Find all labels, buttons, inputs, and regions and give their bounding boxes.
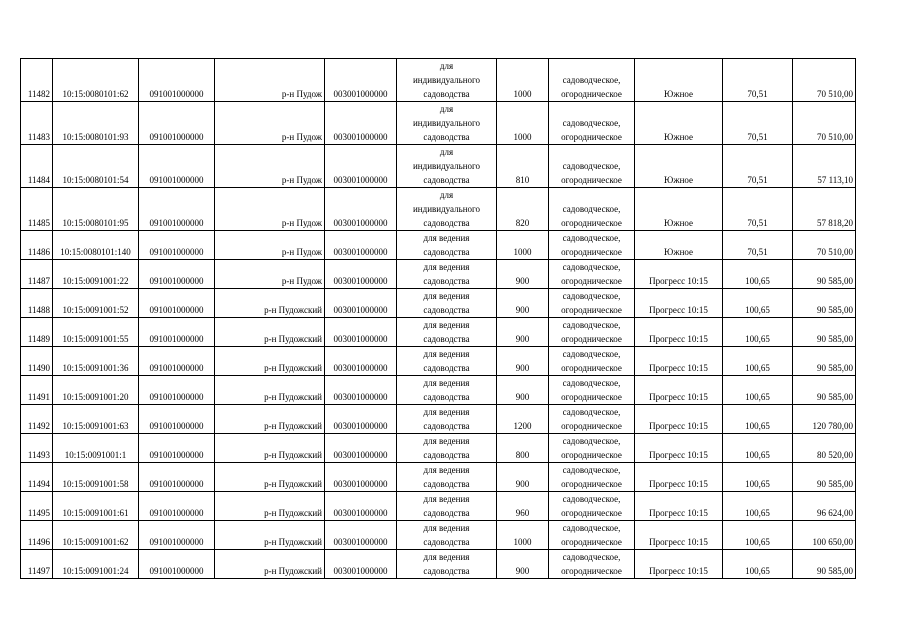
settlement-cell: Прогресс 10:15 xyxy=(635,405,723,434)
purpose-line: садоводства xyxy=(423,247,470,257)
cadastral-number-cell: 10:15:0091001:22 xyxy=(53,260,139,289)
land-use-purpose-cell xyxy=(397,550,497,579)
specific-value-cell: 100,65 xyxy=(723,376,793,405)
district-cell: р-н Пудожский xyxy=(215,550,325,579)
okato-code-cell: 003001000000 xyxy=(325,434,397,463)
category-line: садоводческое, xyxy=(562,262,621,272)
purpose-line: садоводства xyxy=(423,218,470,228)
land-category-cell xyxy=(549,231,635,260)
cadastral-value-cell: 90 585,00 xyxy=(793,550,856,579)
land-use-purpose-cell xyxy=(397,188,497,231)
land-category-cell xyxy=(549,550,635,579)
oktmo-code-cell: 091001000000 xyxy=(139,260,215,289)
specific-value-cell: 100,65 xyxy=(723,347,793,376)
cadastral-number-cell: 10:15:0080101:93 xyxy=(53,102,139,145)
land-use-purpose-cell xyxy=(397,376,497,405)
purpose-line: для ведения xyxy=(423,233,470,243)
category-line: садоводческое, xyxy=(562,349,621,359)
settlement-cell: Прогресс 10:15 xyxy=(635,434,723,463)
cadastral-value-cell: 96 624,00 xyxy=(793,492,856,521)
purpose-line: садоводства xyxy=(423,392,470,402)
category-line: огородническое xyxy=(561,392,622,402)
area-cell: 1000 xyxy=(497,521,549,550)
category-line: садоводческое, xyxy=(562,523,621,533)
cadastral-value-cell: 100 650,00 xyxy=(793,521,856,550)
oktmo-code-cell: 091001000000 xyxy=(139,188,215,231)
specific-value-cell: 100,65 xyxy=(723,492,793,521)
purpose-line: для ведения xyxy=(423,407,470,417)
area-cell: 900 xyxy=(497,550,549,579)
category-line: огородническое xyxy=(561,363,622,373)
category-line: огородническое xyxy=(561,132,622,142)
area-cell: 900 xyxy=(497,260,549,289)
cadastral-number-cell: 10:15:0091001:55 xyxy=(53,318,139,347)
district-cell: р-н Пудож xyxy=(215,102,325,145)
purpose-line: для ведения xyxy=(423,291,470,301)
purpose-line: садоводства xyxy=(423,276,470,286)
oktmo-code-cell: 091001000000 xyxy=(139,463,215,492)
area-cell: 1000 xyxy=(497,231,549,260)
category-line: огородническое xyxy=(561,334,622,344)
land-use-purpose-cell xyxy=(397,492,497,521)
land-use-purpose-cell xyxy=(397,318,497,347)
land-category-cell xyxy=(549,102,635,145)
row-number-cell: 11490 xyxy=(21,347,53,376)
row-number-cell: 11487 xyxy=(21,260,53,289)
purpose-line: для xyxy=(439,61,454,71)
purpose-line: для ведения xyxy=(423,349,470,359)
land-use-purpose-cell xyxy=(397,521,497,550)
oktmo-code-cell: 091001000000 xyxy=(139,318,215,347)
purpose-line: индивидуального xyxy=(412,161,480,171)
category-line: огородническое xyxy=(561,247,622,257)
okato-code-cell: 003001000000 xyxy=(325,145,397,188)
row-number-cell: 11493 xyxy=(21,434,53,463)
table-row xyxy=(21,188,856,231)
district-cell: р-н Пудож xyxy=(215,59,325,102)
district-cell: р-н Пудожский xyxy=(215,289,325,318)
land-category-cell xyxy=(549,145,635,188)
cadastral-number-cell: 10:15:0091001:24 xyxy=(53,550,139,579)
cadastral-value-cell: 57 818,20 xyxy=(793,188,856,231)
district-cell: р-н Пудожский xyxy=(215,463,325,492)
district-cell: р-н Пудожский xyxy=(215,347,325,376)
land-category-cell xyxy=(549,434,635,463)
purpose-line: садоводства xyxy=(423,305,470,315)
settlement-cell: Прогресс 10:15 xyxy=(635,463,723,492)
table-row xyxy=(21,318,856,347)
row-number-cell: 11484 xyxy=(21,145,53,188)
category-line: садоводческое, xyxy=(562,233,621,243)
settlement-cell: Прогресс 10:15 xyxy=(635,492,723,521)
land-use-purpose-cell xyxy=(397,231,497,260)
settlement-cell: Прогресс 10:15 xyxy=(635,550,723,579)
settlement-cell: Южное xyxy=(635,231,723,260)
land-category-cell xyxy=(549,463,635,492)
area-cell: 900 xyxy=(497,318,549,347)
cadastral-value-table xyxy=(20,58,856,579)
settlement-cell: Прогресс 10:15 xyxy=(635,318,723,347)
district-cell: р-н Пудожский xyxy=(215,521,325,550)
oktmo-code-cell: 091001000000 xyxy=(139,550,215,579)
table-row xyxy=(21,550,856,579)
settlement-cell: Южное xyxy=(635,145,723,188)
settlement-cell: Южное xyxy=(635,188,723,231)
row-number-cell: 11485 xyxy=(21,188,53,231)
table-row xyxy=(21,405,856,434)
district-cell: р-н Пудожский xyxy=(215,318,325,347)
land-use-purpose-cell xyxy=(397,434,497,463)
land-use-purpose-cell xyxy=(397,463,497,492)
purpose-line: для ведения xyxy=(423,552,470,562)
row-number-cell: 11491 xyxy=(21,376,53,405)
area-cell: 960 xyxy=(497,492,549,521)
settlement-cell: Южное xyxy=(635,102,723,145)
okato-code-cell: 003001000000 xyxy=(325,59,397,102)
land-use-purpose-cell xyxy=(397,145,497,188)
area-cell: 900 xyxy=(497,376,549,405)
okato-code-cell: 003001000000 xyxy=(325,521,397,550)
oktmo-code-cell: 091001000000 xyxy=(139,376,215,405)
area-cell: 800 xyxy=(497,434,549,463)
oktmo-code-cell: 091001000000 xyxy=(139,405,215,434)
row-number-cell: 11482 xyxy=(21,59,53,102)
specific-value-cell: 100,65 xyxy=(723,260,793,289)
row-number-cell: 11489 xyxy=(21,318,53,347)
category-line: огородническое xyxy=(561,305,622,315)
purpose-line: садоводства xyxy=(423,89,470,99)
okato-code-cell: 003001000000 xyxy=(325,347,397,376)
cadastral-value-cell: 57 113,10 xyxy=(793,145,856,188)
purpose-line: для ведения xyxy=(423,262,470,272)
oktmo-code-cell: 091001000000 xyxy=(139,347,215,376)
purpose-line: садоводства xyxy=(423,363,470,373)
category-line: садоводческое, xyxy=(562,436,621,446)
row-number-cell: 11496 xyxy=(21,521,53,550)
cadastral-number-cell: 10:15:0080101:140 xyxy=(53,231,139,260)
oktmo-code-cell: 091001000000 xyxy=(139,521,215,550)
okato-code-cell: 003001000000 xyxy=(325,102,397,145)
specific-value-cell: 100,65 xyxy=(723,550,793,579)
specific-value-cell: 70,51 xyxy=(723,145,793,188)
area-cell: 820 xyxy=(497,188,549,231)
cadastral-number-cell: 10:15:0091001:20 xyxy=(53,376,139,405)
category-line: огородническое xyxy=(561,450,622,460)
cadastral-number-cell: 10:15:0080101:95 xyxy=(53,188,139,231)
category-line: садоводческое, xyxy=(562,75,621,85)
oktmo-code-cell: 091001000000 xyxy=(139,289,215,318)
oktmo-code-cell: 091001000000 xyxy=(139,492,215,521)
district-cell: р-н Пудожский xyxy=(215,376,325,405)
land-category-cell xyxy=(549,492,635,521)
table-row xyxy=(21,376,856,405)
table-row xyxy=(21,102,856,145)
cadastral-number-cell: 10:15:0091001:63 xyxy=(53,405,139,434)
row-number-cell: 11497 xyxy=(21,550,53,579)
category-line: огородническое xyxy=(561,479,622,489)
area-cell: 900 xyxy=(497,347,549,376)
specific-value-cell: 70,51 xyxy=(723,59,793,102)
table-row xyxy=(21,463,856,492)
purpose-line: садоводства xyxy=(423,537,470,547)
specific-value-cell: 100,65 xyxy=(723,405,793,434)
table-row xyxy=(21,347,856,376)
table-row xyxy=(21,145,856,188)
okato-code-cell: 003001000000 xyxy=(325,492,397,521)
cadastral-value-cell: 90 585,00 xyxy=(793,260,856,289)
row-number-cell: 11494 xyxy=(21,463,53,492)
cadastral-number-cell: 10:15:0080101:62 xyxy=(53,59,139,102)
specific-value-cell: 100,65 xyxy=(723,463,793,492)
purpose-line: индивидуального xyxy=(412,75,480,85)
category-line: садоводческое, xyxy=(562,291,621,301)
row-number-cell: 11486 xyxy=(21,231,53,260)
cadastral-value-cell: 90 585,00 xyxy=(793,318,856,347)
cadastral-number-cell: 10:15:0091001:58 xyxy=(53,463,139,492)
purpose-line: для xyxy=(439,104,454,114)
specific-value-cell: 100,65 xyxy=(723,318,793,347)
category-line: огородническое xyxy=(561,421,622,431)
area-cell: 810 xyxy=(497,145,549,188)
purpose-line: садоводства xyxy=(423,132,470,142)
land-category-cell xyxy=(549,405,635,434)
table-row xyxy=(21,521,856,550)
row-number-cell: 11483 xyxy=(21,102,53,145)
okato-code-cell: 003001000000 xyxy=(325,260,397,289)
oktmo-code-cell: 091001000000 xyxy=(139,231,215,260)
settlement-cell: Прогресс 10:15 xyxy=(635,347,723,376)
category-line: огородническое xyxy=(561,508,622,518)
table-row xyxy=(21,289,856,318)
land-category-cell xyxy=(549,376,635,405)
land-use-purpose-cell xyxy=(397,347,497,376)
category-line: огородническое xyxy=(561,276,622,286)
land-category-cell xyxy=(549,59,635,102)
area-cell: 1000 xyxy=(497,102,549,145)
purpose-line: для ведения xyxy=(423,523,470,533)
purpose-line: для ведения xyxy=(423,494,470,504)
purpose-line: садоводства xyxy=(423,175,470,185)
okato-code-cell: 003001000000 xyxy=(325,376,397,405)
okato-code-cell: 003001000000 xyxy=(325,318,397,347)
oktmo-code-cell: 091001000000 xyxy=(139,59,215,102)
cadastral-value-cell: 120 780,00 xyxy=(793,405,856,434)
specific-value-cell: 100,65 xyxy=(723,289,793,318)
category-line: огородническое xyxy=(561,218,622,228)
purpose-line: индивидуального xyxy=(412,118,480,128)
district-cell: р-н Пудожский xyxy=(215,434,325,463)
cadastral-value-cell: 90 585,00 xyxy=(793,376,856,405)
land-use-purpose-cell xyxy=(397,102,497,145)
district-cell: р-н Пудож xyxy=(215,231,325,260)
land-use-purpose-cell xyxy=(397,59,497,102)
cadastral-number-cell: 10:15:0091001:52 xyxy=(53,289,139,318)
specific-value-cell: 100,65 xyxy=(723,434,793,463)
settlement-cell: Прогресс 10:15 xyxy=(635,289,723,318)
settlement-cell: Прогресс 10:15 xyxy=(635,521,723,550)
category-line: садоводческое, xyxy=(562,465,621,475)
oktmo-code-cell: 091001000000 xyxy=(139,145,215,188)
category-line: садоводческое, xyxy=(562,320,621,330)
area-cell: 1200 xyxy=(497,405,549,434)
district-cell: р-н Пудож xyxy=(215,260,325,289)
row-number-cell: 11492 xyxy=(21,405,53,434)
category-line: садоводческое, xyxy=(562,161,621,171)
cadastral-value-cell: 90 585,00 xyxy=(793,347,856,376)
oktmo-code-cell: 091001000000 xyxy=(139,102,215,145)
land-category-cell xyxy=(549,521,635,550)
cadastral-value-cell: 90 585,00 xyxy=(793,463,856,492)
land-category-cell xyxy=(549,188,635,231)
row-number-cell: 11488 xyxy=(21,289,53,318)
district-cell: р-н Пудож xyxy=(215,145,325,188)
cadastral-value-cell: 90 585,00 xyxy=(793,289,856,318)
specific-value-cell: 70,51 xyxy=(723,102,793,145)
table-row xyxy=(21,492,856,521)
cadastral-number-cell: 10:15:0091001:1 xyxy=(53,434,139,463)
purpose-line: садоводства xyxy=(423,508,470,518)
cadastral-number-cell: 10:15:0091001:61 xyxy=(53,492,139,521)
category-line: садоводческое, xyxy=(562,378,621,388)
table-row xyxy=(21,434,856,463)
category-line: огородническое xyxy=(561,89,622,99)
purpose-line: для xyxy=(439,147,454,157)
area-cell: 1000 xyxy=(497,59,549,102)
okato-code-cell: 003001000000 xyxy=(325,463,397,492)
cadastral-value-cell: 80 520,00 xyxy=(793,434,856,463)
category-line: садоводческое, xyxy=(562,204,621,214)
area-cell: 900 xyxy=(497,463,549,492)
category-line: садоводческое, xyxy=(562,407,621,417)
category-line: огородническое xyxy=(561,175,622,185)
purpose-line: садоводства xyxy=(423,450,470,460)
land-use-purpose-cell xyxy=(397,260,497,289)
category-line: огородническое xyxy=(561,566,622,576)
area-cell: 900 xyxy=(497,289,549,318)
land-use-purpose-cell xyxy=(397,405,497,434)
purpose-line: для ведения xyxy=(423,436,470,446)
purpose-line: для ведения xyxy=(423,378,470,388)
purpose-line: для ведения xyxy=(423,320,470,330)
oktmo-code-cell: 091001000000 xyxy=(139,434,215,463)
specific-value-cell: 70,51 xyxy=(723,188,793,231)
table-row xyxy=(21,59,856,102)
okato-code-cell: 003001000000 xyxy=(325,188,397,231)
okato-code-cell: 003001000000 xyxy=(325,231,397,260)
district-cell: р-н Пудож xyxy=(215,188,325,231)
category-line: садоводческое, xyxy=(562,494,621,504)
category-line: садоводческое, xyxy=(562,552,621,562)
purpose-line: индивидуального xyxy=(412,204,480,214)
cadastral-number-cell: 10:15:0091001:62 xyxy=(53,521,139,550)
land-category-cell xyxy=(549,347,635,376)
settlement-cell: Южное xyxy=(635,59,723,102)
okato-code-cell: 003001000000 xyxy=(325,550,397,579)
cadastral-number-cell: 10:15:0080101:54 xyxy=(53,145,139,188)
cadastral-value-cell: 70 510,00 xyxy=(793,59,856,102)
specific-value-cell: 70,51 xyxy=(723,231,793,260)
okato-code-cell: 003001000000 xyxy=(325,405,397,434)
purpose-line: садоводства xyxy=(423,334,470,344)
okato-code-cell: 003001000000 xyxy=(325,289,397,318)
land-category-cell xyxy=(549,260,635,289)
specific-value-cell: 100,65 xyxy=(723,521,793,550)
cadastral-value-cell: 70 510,00 xyxy=(793,231,856,260)
purpose-line: для xyxy=(439,190,454,200)
land-category-cell xyxy=(549,318,635,347)
cadastral-number-cell: 10:15:0091001:36 xyxy=(53,347,139,376)
cadastral-value-cell: 70 510,00 xyxy=(793,102,856,145)
table-row xyxy=(21,231,856,260)
purpose-line: садоводства xyxy=(423,479,470,489)
settlement-cell: Прогресс 10:15 xyxy=(635,260,723,289)
category-line: огородническое xyxy=(561,537,622,547)
table-row xyxy=(21,260,856,289)
purpose-line: садоводства xyxy=(423,566,470,576)
settlement-cell: Прогресс 10:15 xyxy=(635,376,723,405)
district-cell: р-н Пудожский xyxy=(215,405,325,434)
land-category-cell xyxy=(549,289,635,318)
row-number-cell: 11495 xyxy=(21,492,53,521)
purpose-line: для ведения xyxy=(423,465,470,475)
purpose-line: садоводства xyxy=(423,421,470,431)
district-cell: р-н Пудожский xyxy=(215,492,325,521)
land-use-purpose-cell xyxy=(397,289,497,318)
category-line: садоводческое, xyxy=(562,118,621,128)
